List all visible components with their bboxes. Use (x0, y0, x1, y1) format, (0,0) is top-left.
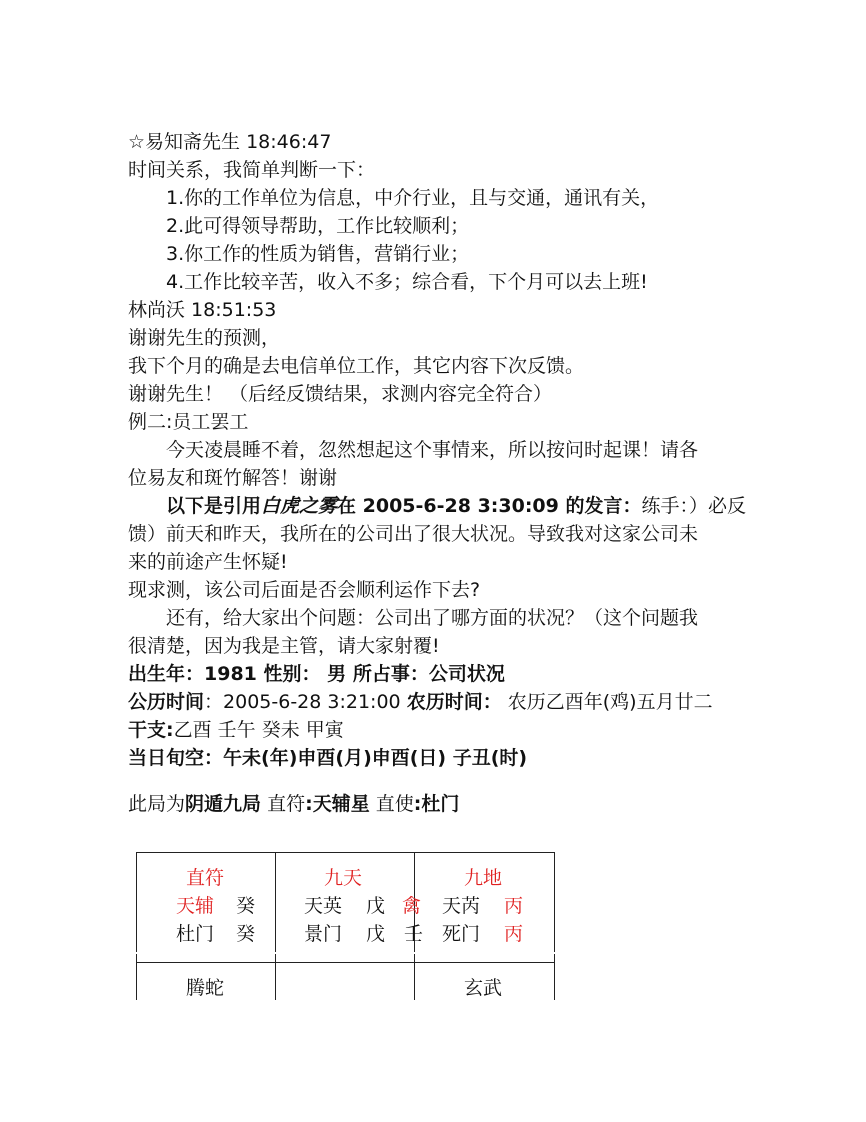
text-line: ☆易知斋先生 18:46:47 (128, 131, 332, 153)
star-cell: 天芮 (442, 895, 481, 917)
god-cell: 玄武 (464, 977, 503, 999)
stem-cell: 癸 (236, 923, 256, 945)
xunkong-value: ：午未(年)申酉(月)申酉(日) 子丑(时) (204, 747, 528, 769)
text-line: 现求测，该公司后面是否会顺利运作下去? (128, 579, 481, 601)
solar-value: ：2005-6-28 3:21:00 (204, 691, 401, 713)
quote-meta: 在 2005-6-28 3:30:09 的发言： (337, 495, 642, 517)
door-cell: 杜门 (176, 923, 215, 945)
stem-cell: 戊 (366, 923, 386, 945)
grid-middle-rule (136, 962, 554, 963)
door-cell: 景门 (304, 923, 343, 945)
zhifu-value: :天辅星 (305, 793, 370, 815)
text-line: 来的前途产生怀疑! (128, 551, 288, 573)
time-info (128, 688, 713, 716)
text-line: 时间关系，我简单判断一下： (128, 159, 376, 181)
ju-prefix: 此局为 (128, 793, 186, 815)
topic-label: 所占事： (352, 663, 429, 685)
gender-label: 性别： (263, 663, 321, 685)
quote-prefix: 以下是引用 (166, 495, 262, 517)
ju-name: 阴遁九局 (185, 793, 262, 815)
quote-author: 白虎之雾 (261, 495, 338, 517)
birth-info (128, 660, 505, 688)
xunkong-label: 当日旬空 (128, 747, 205, 769)
text-line: 还有，给大家出个问题：公司出了哪方面的状况？（这个问题我 (166, 607, 699, 629)
star-cell: 天辅 (176, 895, 215, 917)
god-cell: 九天 (324, 867, 363, 889)
text-line: 林尚沃 18:51:53 (128, 299, 277, 321)
text-line: 很清楚，因为我是主管，请大家射覆! (128, 635, 440, 657)
ganzhi-info (128, 716, 344, 744)
birth-value: 1981 (204, 663, 257, 685)
grid-vertical-rule (554, 954, 555, 1000)
god-cell: 腾蛇 (186, 977, 225, 999)
birth-label: 出生年： (128, 663, 205, 685)
text-line: 3.你工作的性质为销售，营销行业； (166, 243, 470, 265)
zhifu-label: 直符 (267, 793, 306, 815)
ganzhi-value: 乙酉 壬午 癸未 甲寅 (173, 719, 344, 741)
quote-rest: 练手：）必反 (641, 495, 747, 517)
ju-info (128, 790, 459, 818)
zhishi-label: 直使 (375, 793, 414, 815)
stem-cell: 丙 (504, 895, 524, 917)
stem-cell: 癸 (236, 895, 256, 917)
door-cell: 死门 (442, 923, 481, 945)
solar-label: 公历时间 (128, 691, 205, 713)
xunkong-info (128, 744, 527, 772)
topic-value: 公司状况 (428, 663, 505, 685)
god-cell: 直符 (186, 867, 225, 889)
grid-vertical-rule (414, 954, 415, 1000)
god-cell: 九地 (464, 867, 503, 889)
stem-cell: 丙 (504, 923, 524, 945)
grid-top-rule (136, 852, 554, 853)
lunar-value: 农历乙酉年(鸡)五月廿二 (507, 691, 713, 713)
stem-cell: 戊 (366, 895, 386, 917)
text-line: 我下个月的确是去电信单位工作，其它内容下次反馈。 (128, 355, 585, 377)
quote-line (166, 492, 746, 520)
text-line: 馈）前天和昨天，我所在的公司出了很大状况。导致我对这家公司未 (128, 523, 699, 545)
text-line: 例二:员工罢工 (128, 411, 249, 433)
grid-vertical-rule (136, 852, 137, 952)
ganzhi-label: 干支: (128, 719, 174, 741)
star-cell: 天英 (304, 895, 343, 917)
stem-cell: 壬 (404, 923, 424, 945)
text-line: 2.此可得领导帮助，工作比较顺利； (166, 215, 470, 237)
qin-cell: 禽 (402, 895, 422, 917)
zhishi-value: :杜门 (413, 793, 460, 815)
grid-vertical-rule (275, 852, 276, 952)
text-line: 今天凌晨睡不着，忽然想起这个事情来，所以按问时起课！请各 (166, 439, 699, 461)
text-line: 谢谢先生！ （后经反馈结果，求测内容完全符合） (128, 383, 553, 405)
grid-vertical-rule (275, 954, 276, 1000)
text-line: 1.你的工作单位为信息，中介行业，且与交通，通讯有关， (166, 187, 660, 209)
gender-value: 男 (327, 663, 347, 685)
grid-vertical-rule (136, 954, 137, 1000)
text-line: 谢谢先生的预测， (128, 327, 281, 349)
lunar-label: 农历时间： (406, 691, 502, 713)
qimen-chart (128, 846, 568, 1006)
grid-vertical-rule (554, 852, 555, 952)
text-line: 位易友和斑竹解答！谢谢 (128, 467, 338, 489)
text-line: 4.工作比较辛苦，收入不多；综合看，下个月可以去上班! (166, 271, 648, 293)
